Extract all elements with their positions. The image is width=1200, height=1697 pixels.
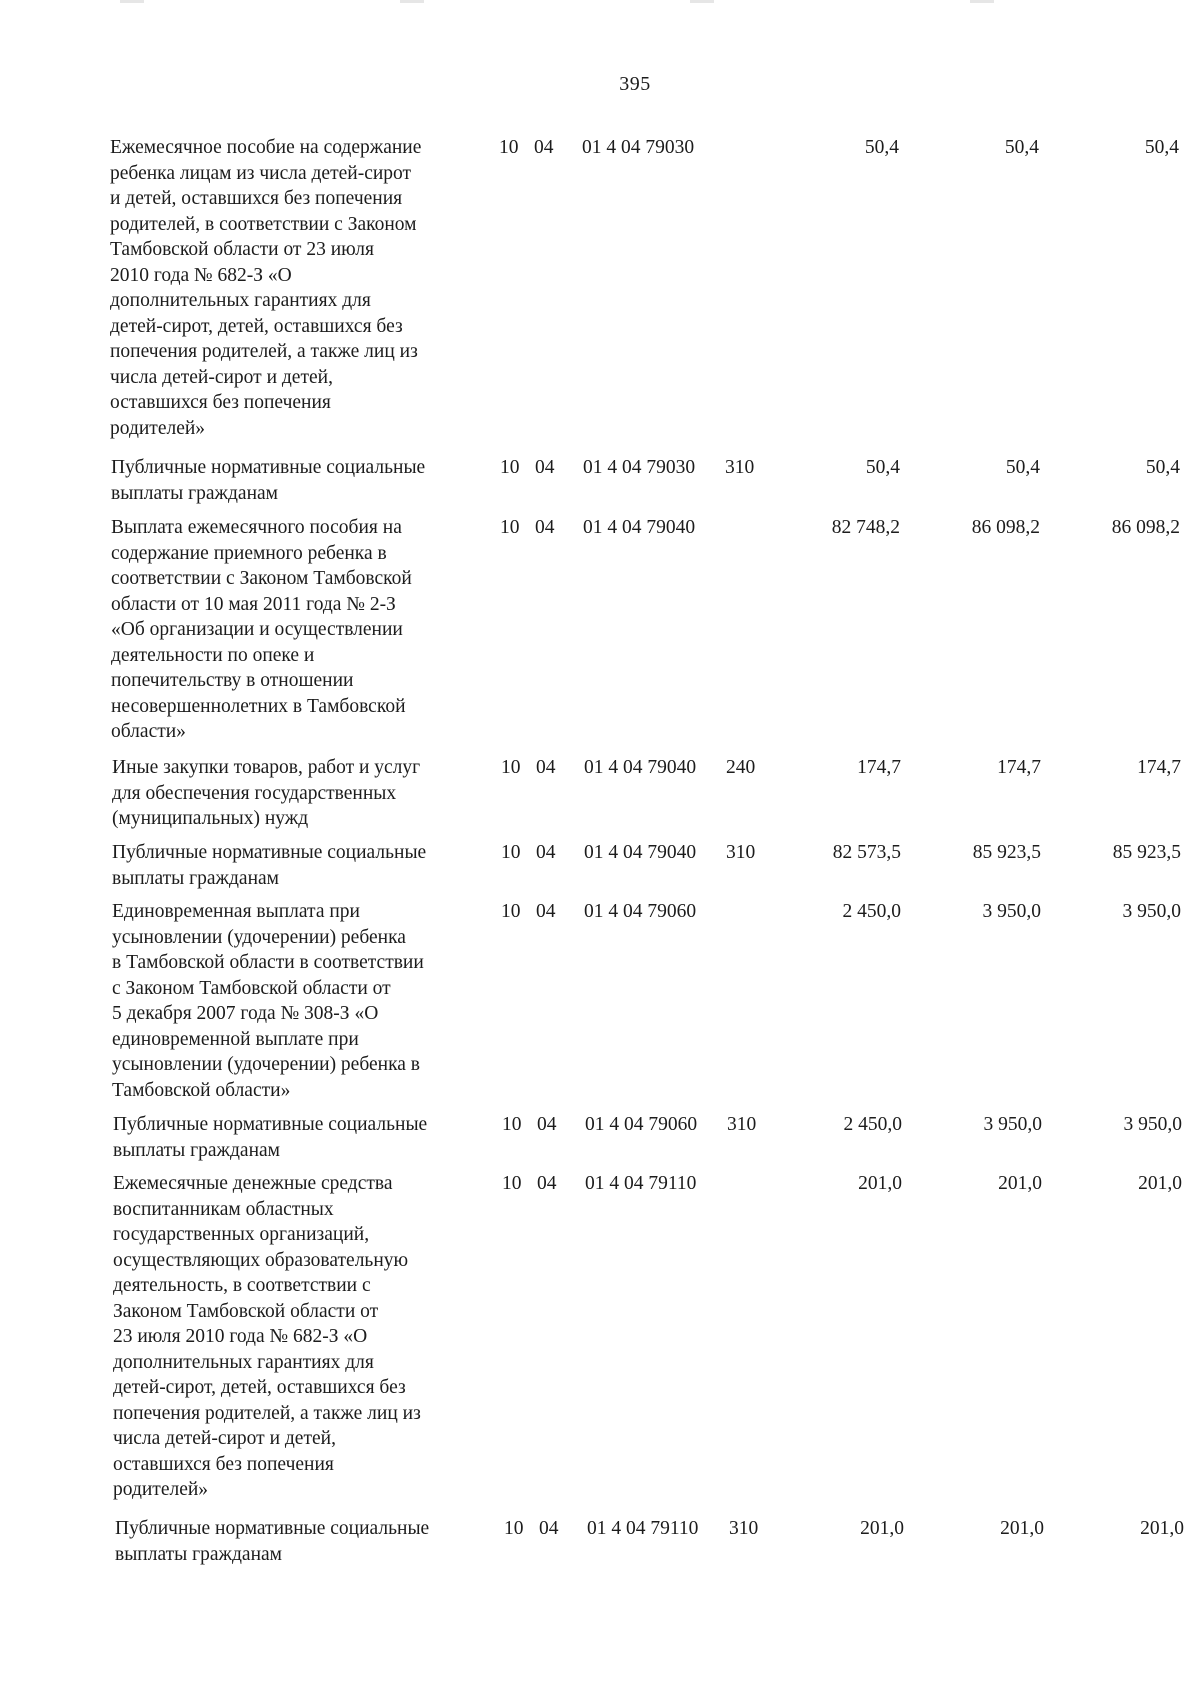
scan-artifact [690, 0, 714, 3]
target-article-code: 01 4 04 79030 [582, 137, 695, 158]
target-article-code: 01 4 04 79060 [585, 1114, 698, 1135]
description-line: (муниципальных) нужд [112, 808, 309, 829]
amount-year-2: 201,0 [998, 1173, 1042, 1194]
description-line: области» [111, 721, 186, 742]
description-line: Единовременная выплата при [112, 901, 360, 922]
description-line: родителей, в соответствии с Законом [110, 213, 417, 235]
description-line: числа детей-сирот и детей, [113, 1428, 336, 1449]
description-line: оставшихся без попечения [113, 1453, 334, 1475]
amount-year-2: 86 098,2 [971, 517, 1040, 538]
expense-type-code: 310 [725, 457, 755, 478]
expense-type-code: 310 [726, 842, 756, 863]
amount-year-1: 2 450,0 [842, 901, 901, 922]
row-description [113, 1171, 478, 1503]
description-line: с Законом Тамбовской области от [112, 977, 391, 999]
row-description [111, 455, 476, 506]
amount-year-1: 50,4 [865, 457, 900, 478]
amount-year-3: 174,7 [1137, 757, 1181, 778]
amount-year-2: 85 923,5 [972, 842, 1041, 863]
amount-year-3: 3 950,0 [1122, 901, 1181, 922]
scan-artifact [120, 0, 144, 3]
subsection-code: 04 [537, 1114, 557, 1135]
amount-year-1: 201,0 [858, 1173, 902, 1194]
description-line: осуществляющих образовательную [113, 1249, 409, 1271]
subsection-code: 04 [535, 457, 555, 478]
section-code: 10 [501, 757, 521, 778]
description-line: Публичные нормативные социальные [111, 457, 426, 478]
amount-year-1: 201,0 [860, 1518, 904, 1539]
description-line: числа детей-сирот и детей, [110, 366, 333, 388]
target-article-code: 01 4 04 79060 [584, 901, 697, 922]
description-line: попечительству в отношении [111, 670, 354, 691]
description-line: единовременной выплате при [112, 1028, 359, 1050]
description-line: Публичные нормативные социальные [112, 842, 427, 863]
amount-year-3: 86 098,2 [1111, 517, 1180, 538]
section-code: 10 [504, 1518, 524, 1539]
target-article-code: 01 4 04 79110 [585, 1173, 697, 1194]
expense-type-code: 240 [726, 757, 756, 778]
description-line: государственных организаций, [113, 1224, 370, 1245]
amount-year-2: 50,4 [1005, 457, 1040, 478]
target-article-code: 01 4 04 79040 [584, 842, 697, 863]
description-line: Тамбовской области» [112, 1079, 291, 1101]
amount-year-1: 82 573,5 [832, 842, 901, 863]
amount-year-1: 2 450,0 [843, 1114, 902, 1135]
description-line: воспитанникам областных [113, 1198, 334, 1220]
description-line: для обеспечения государственных [112, 782, 397, 804]
row-description [110, 135, 475, 441]
description-line: усыновлении (удочерении) ребенка в [112, 1054, 421, 1075]
description-line: соответствии с Законом Тамбовской [111, 568, 412, 589]
subsection-code: 04 [539, 1518, 559, 1539]
amount-year-1: 174,7 [857, 757, 901, 778]
description-line: Ежемесячное пособие на содержание [110, 137, 422, 158]
amount-year-1: 82 748,2 [831, 517, 900, 538]
subsection-code: 04 [536, 901, 556, 922]
scan-artifact [400, 0, 424, 3]
description-line: Публичные нормативные социальные [113, 1114, 428, 1135]
row-description [112, 755, 477, 832]
row-description [111, 515, 476, 745]
subsection-code: 04 [534, 137, 554, 158]
description-line: оставшихся без попечения [110, 392, 331, 413]
description-line: выплаты гражданам [113, 1139, 281, 1161]
description-line: 2010 года № 682-З «О [110, 264, 292, 286]
description-line: области от 10 мая 2011 года № 2-З [111, 593, 396, 615]
amount-year-3: 50,4 [1145, 457, 1180, 478]
expense-type-code: 310 [727, 1114, 757, 1135]
target-article-code: 01 4 04 79110 [587, 1518, 699, 1539]
section-code: 10 [500, 457, 520, 478]
row-description [112, 840, 477, 891]
description-line: деятельности по опеке и [111, 644, 315, 666]
page-number: 395 [619, 73, 651, 95]
description-line: 5 декабря 2007 года № 308-З «О [112, 1003, 379, 1024]
target-article-code: 01 4 04 79030 [583, 457, 696, 478]
description-line: дополнительных гарантиях для [113, 1351, 374, 1373]
description-line: Выплата ежемесячного пособия на [111, 517, 402, 538]
description-line: усыновлении (удочерении) ребенка [112, 926, 406, 948]
amount-year-3: 50,4 [1144, 137, 1179, 158]
row-description [113, 1112, 478, 1163]
amount-year-3: 201,0 [1140, 1518, 1184, 1539]
description-line: выплаты гражданам [111, 482, 279, 504]
description-line: родителей» [113, 1479, 209, 1500]
description-line: содержание приемного ребенка в [111, 542, 387, 564]
target-article-code: 01 4 04 79040 [583, 517, 696, 538]
scan-artifact [970, 0, 994, 3]
description-line: Публичные нормативные социальные [115, 1518, 430, 1539]
row-description [112, 899, 477, 1103]
amount-year-3: 3 950,0 [1123, 1114, 1182, 1135]
amount-year-3: 85 923,5 [1112, 842, 1181, 863]
description-line: несовершеннолетних в Тамбовской [111, 695, 406, 717]
amount-year-2: 50,4 [1004, 137, 1039, 158]
amount-year-2: 3 950,0 [982, 901, 1041, 922]
description-line: ребенка лицам из числа детей-сирот [110, 162, 412, 184]
description-line: в Тамбовской области в соответствии [112, 952, 424, 973]
section-code: 10 [500, 517, 520, 538]
section-code: 10 [499, 137, 519, 158]
description-line: Тамбовской области от 23 июля [110, 239, 374, 260]
description-line: дополнительных гарантиях для [110, 290, 371, 311]
amount-year-1: 50,4 [864, 137, 899, 158]
amount-year-2: 174,7 [997, 757, 1041, 778]
subsection-code: 04 [535, 517, 555, 538]
amount-year-2: 3 950,0 [983, 1114, 1042, 1135]
amount-year-3: 201,0 [1138, 1173, 1182, 1194]
description-line: выплаты гражданам [112, 867, 280, 889]
subsection-code: 04 [536, 757, 556, 778]
description-line: «Об организации и осуществлении [111, 619, 403, 640]
row-description [115, 1516, 480, 1567]
description-line: попечения родителей, а также лиц из [113, 1402, 421, 1424]
section-code: 10 [501, 901, 521, 922]
section-code: 10 [502, 1173, 522, 1194]
section-code: 10 [502, 1114, 522, 1135]
amount-year-2: 201,0 [1000, 1518, 1044, 1539]
description-line: Ежемесячные денежные средства [113, 1173, 393, 1194]
description-line: родителей» [110, 417, 206, 439]
description-line: Законом Тамбовской области от [113, 1300, 379, 1322]
description-line: попечения родителей, а также лиц из [110, 341, 418, 362]
description-line: 23 июля 2010 года № 682-З «О [113, 1326, 368, 1347]
expense-type-code: 310 [729, 1518, 759, 1539]
description-line: детей-сирот, детей, оставшихся без [110, 315, 403, 337]
target-article-code: 01 4 04 79040 [584, 757, 697, 778]
section-code: 10 [501, 842, 521, 863]
subsection-code: 04 [536, 842, 556, 863]
description-line: Иные закупки товаров, работ и услуг [112, 757, 421, 778]
description-line: и детей, оставшихся без попечения [110, 188, 403, 209]
subsection-code: 04 [537, 1173, 557, 1194]
description-line: детей-сирот, детей, оставшихся без [113, 1377, 406, 1398]
description-line: деятельность, в соответствии с [113, 1275, 371, 1296]
description-line: выплаты гражданам [115, 1543, 283, 1565]
